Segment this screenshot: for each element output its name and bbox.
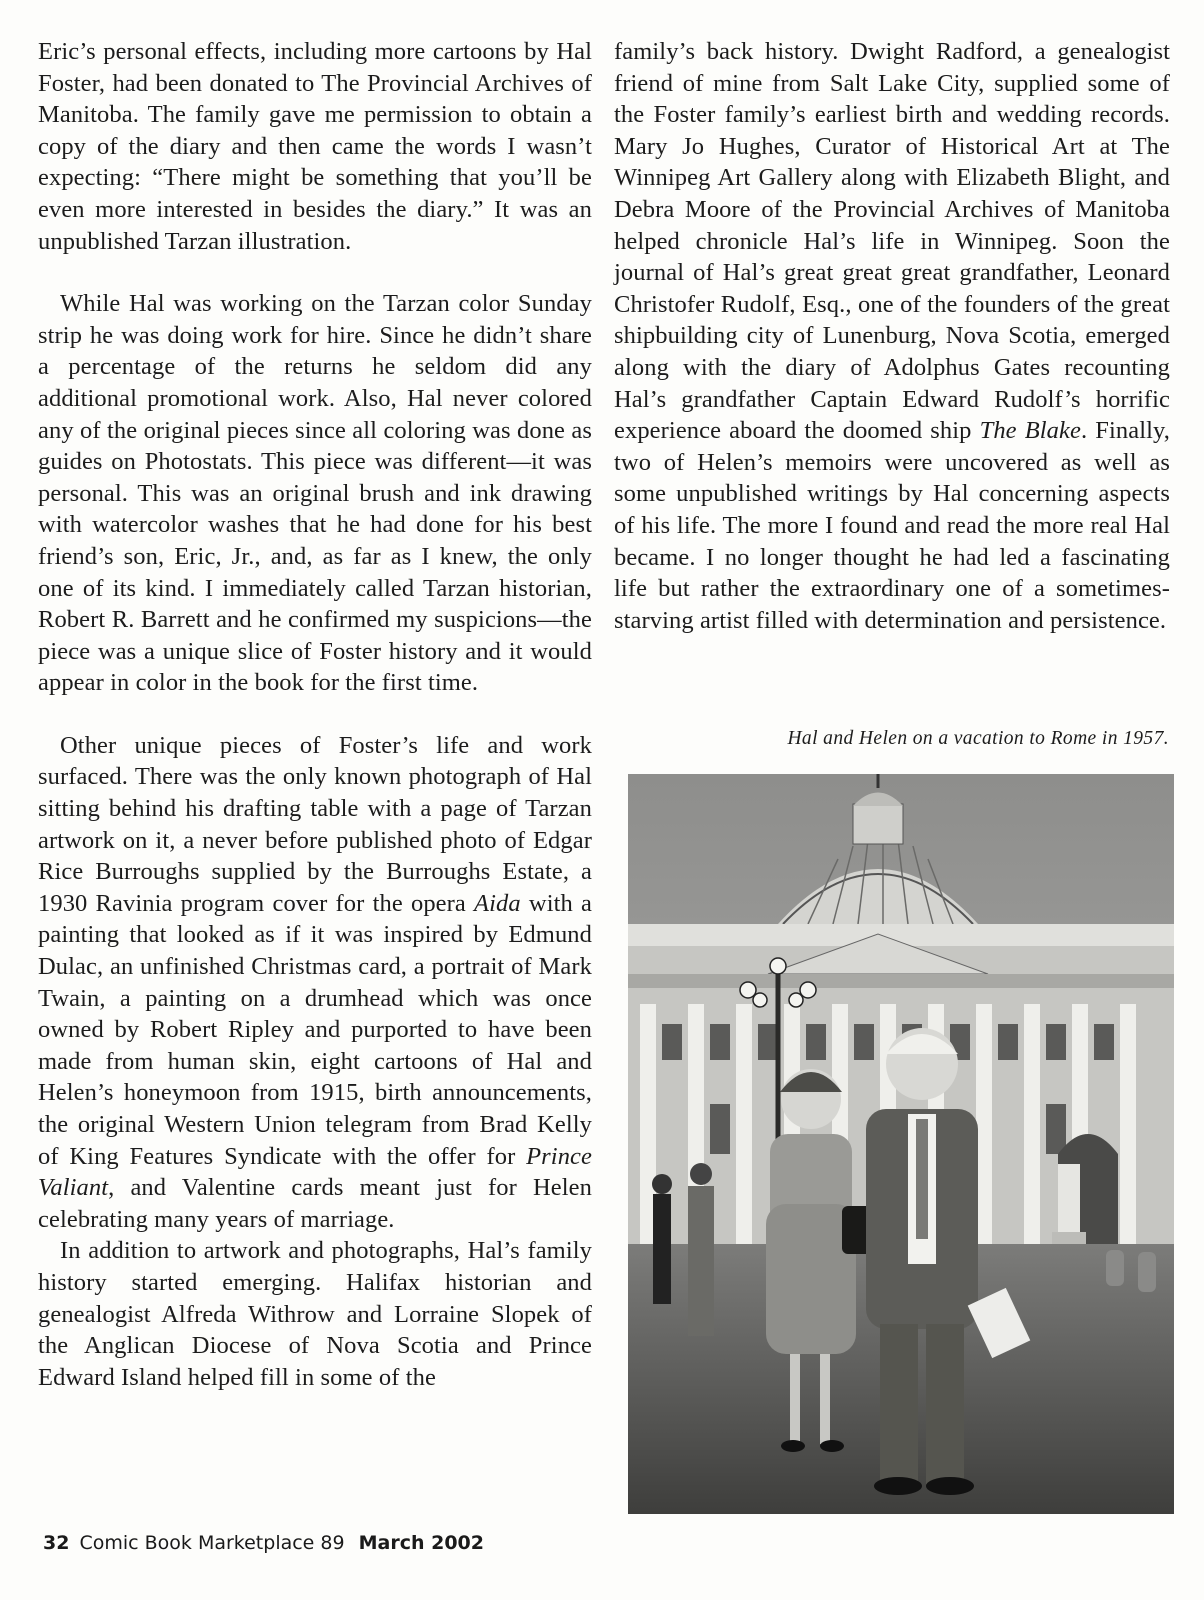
issue-date: March 2002 xyxy=(358,1532,484,1554)
paragraph-family-history: In addition to artwork and photographs, Hal’s family history started emerging. Halifax historian and genealogist Alfreda Withrow and Lorraine Slopek of the Anglican Diocese of Nova Scotia and Prince Edward Island helped fill in some of the xyxy=(38,1237,592,1391)
photo-illustration xyxy=(628,774,1174,1514)
photograph-rome xyxy=(628,774,1174,1514)
text-run: with a painting that looked as if it was inspired by Edmund Dulac, an unfinished Christmas card, a portrait of Mark Twain, a painting on a drumhead which was once owned by Robert Ripley and purported to have been made from human skin, eight cartoons of Hal and Helen’s honeymoon from 1915, birth announcements, the original Western Union telegram from Brad Kelly of King Features Syndicate with the offer for xyxy=(38,889,592,1170)
page-footer xyxy=(43,1532,484,1554)
paragraph-unique-pieces xyxy=(38,730,592,1236)
right-column xyxy=(614,36,1170,636)
ship-name: The Blake xyxy=(979,417,1081,445)
text-run: , and Valentine cards meant just for Helen celebrating many years of marriage. xyxy=(38,1174,592,1233)
paragraph-tarzan-illustration: While Hal was working on the Tarzan color Sunday strip he was doing work for hire. Since he didn’t share a percentage of the returns he seldom did any additional promotional work. Also, Hal never colored any of the original pieces since all coloring was done as guides on Photostats. This piece was different—it was personal. This was an original brush and ink drawing with watercolor washes that he had done for his best friend’s son, Eric, Jr., and, as far as I knew, the only one of its kind. I immediately called Tarzan historian, Robert R. Barrett and he confirmed my suspicions—the piece was a unique slice of Foster history and it would appear in color in the book for the first time. xyxy=(38,290,592,697)
text-run: . Finally, two of Helen’s memoirs were uncovered as well as some unpublished writings by Hal concerning aspects of his life. The more I found and read the more real Hal became. I no longer thought he had led a fascinating life but rather the extraordinary one of a sometimes-starving artist filled with determination and persistence. xyxy=(614,417,1170,634)
text-run: family’s back history. Dwight Radford, a genealogist friend of mine from Salt Lake City, supplied some of the Foster family’s earliest birth and wedding records. Mary Jo Hughes, Curator of Historical Art at The Winnipeg Art Gallery along with Elizabeth Blight, and Debra Moore of the Provincial Archives of Manitoba helped chronicle Hal’s life in Winnipeg. Soon the journal of Hal’s great great great grandfather, Leonard Christofer Rudolf, Esq., one of the founders of the great shipbuilding city of Lunenburg, Nova Scotia, emerged along with the diary of Adolphus Gates recounting Hal’s grandfather Captain Edward Rudolf’s horrific experience aboard the doomed ship xyxy=(614,38,1170,445)
opera-title: Aida xyxy=(474,889,521,917)
left-column xyxy=(38,36,592,1393)
publication-name: Comic Book Marketplace 89 xyxy=(79,1532,345,1554)
strip-title: Prince Valiant xyxy=(38,1142,592,1202)
text-run: Other unique pieces of Foster’s life and work surfaced. There was the only known photograph of Hal sitting behind his drafting table with a page of Tarzan artwork on it, a never before published photo of Edgar Rice Burroughs supplied by the Burroughs Estate, a 1930 Ravinia program cover for the opera xyxy=(38,731,592,917)
paragraph-back-history xyxy=(614,36,1170,636)
photo-caption: Hal and Helen on a vacation to Rome in 1957. xyxy=(787,728,1169,749)
paragraph-personal-effects: Eric’s personal effects, including more cartoons by Hal Foster, had been donated to The Provincial Archives of Manitoba. The family gave me permission to obtain a copy of the diary and then came the words I wasn’t expecting: “There might be something that you’ll be even more interested in besides the diary.” It was an unpublished Tarzan illustration. xyxy=(38,38,592,255)
page-number: 32 xyxy=(43,1532,70,1554)
